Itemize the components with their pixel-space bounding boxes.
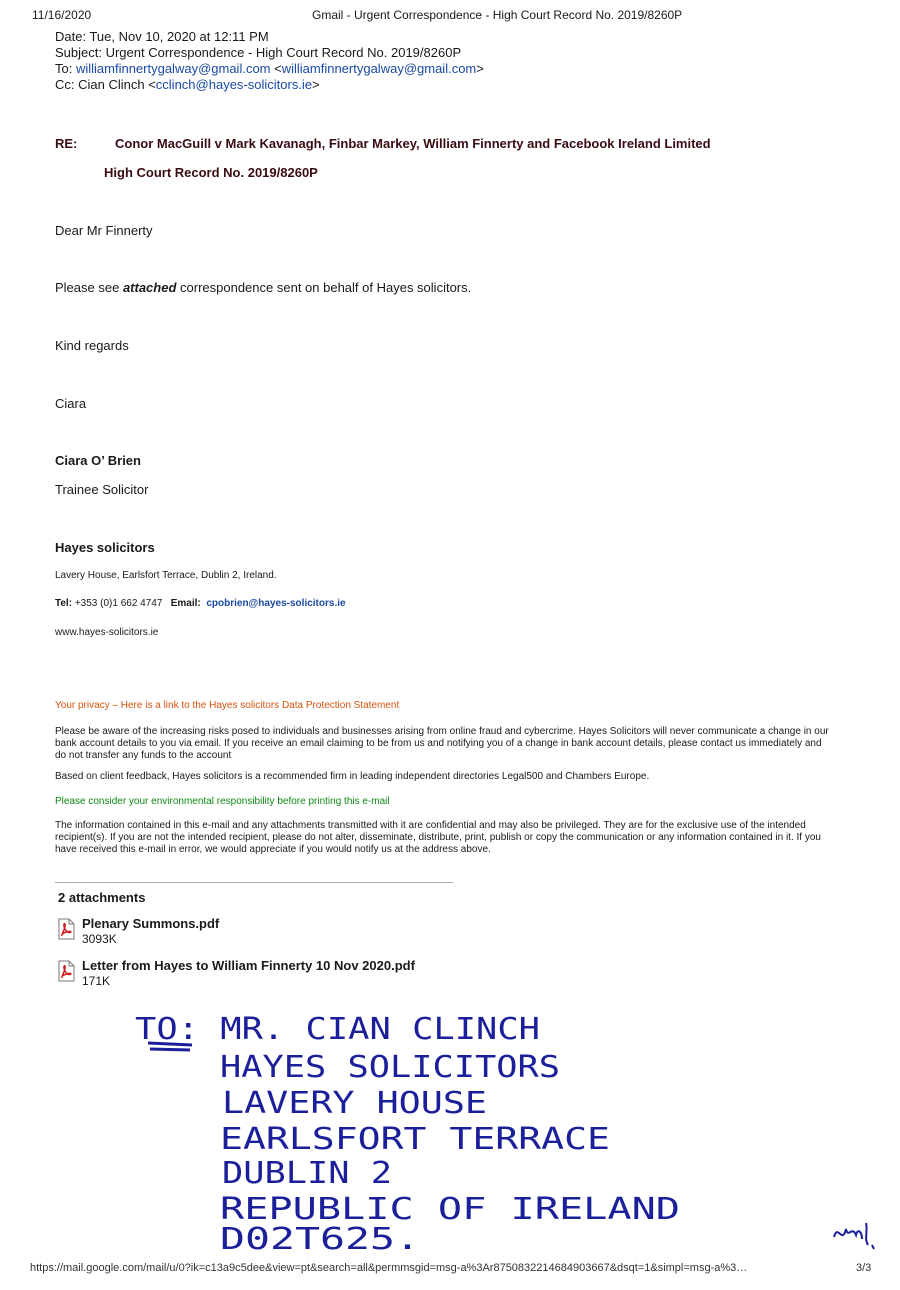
attachment-size: 3093K	[82, 932, 117, 946]
sig-email-link[interactable]: cpobrien@hayes-solicitors.ie	[206, 598, 346, 609]
hand-line-5: DUBLIN 2	[222, 1156, 392, 1191]
body-line-pre: Please see	[55, 280, 123, 295]
email-cc	[55, 77, 320, 93]
to-label: To:	[55, 61, 76, 76]
tel-value: +353 (0)1 662 4747	[72, 598, 163, 609]
handwritten-address	[130, 1005, 830, 1255]
sig-name: Ciara O’ Brien	[55, 453, 141, 468]
pdf-icon	[56, 918, 76, 940]
cc-close: >	[312, 77, 320, 92]
first-name: Ciara	[55, 396, 87, 411]
fraud-notice: Please be aware of the increasing risks posed to individuals and businesses arising from online fraud and cybercrime. Hayes Solicitors will never communicate a change in our bank account details to you via email. If you receive an email claiming to be from us and notifying you of a change in bank account details, please contact us immediately and do not transfer any funds to the account	[55, 726, 829, 761]
confidential-notice: The information contained in this e-mail and any attachments transmitted with it are confidential and may also be privileged. They are for the exclusive use of the intended recipient(s). If you are not the intended recipient, please do not alter, disseminate, distribute, print, publish or copy the communication or any information contained in it. If you have received this e-mail in error, we would appreciate if you would notify us at the address above.	[55, 820, 821, 855]
to-name-link[interactable]: williamfinnertygalway@gmail.com	[75, 61, 271, 76]
to-open: <	[270, 61, 282, 76]
re-label: RE:	[55, 136, 78, 151]
cc-email-link[interactable]: cclinch@hayes-solicitors.ie	[155, 77, 313, 92]
environment-notice: Please consider your environmental responsibility before printing this e-mail	[55, 796, 390, 807]
print-title: Gmail - Urgent Correspondence - High Court Record No. 2019/8260P	[312, 8, 683, 22]
email-to	[55, 61, 484, 77]
attachments-divider	[55, 882, 453, 883]
initials-signature	[828, 1215, 888, 1255]
cc-label: Cc: Cian Clinch <	[55, 77, 156, 92]
attachment-name[interactable]: Plenary Summons.pdf	[82, 916, 220, 931]
body-line	[55, 280, 471, 295]
re-record: High Court Record No. 2019/8260P	[104, 165, 318, 180]
to-close: >	[476, 61, 484, 76]
attachment-name[interactable]: Letter from Hayes to William Finnerty 10 Nov 2020.pdf	[82, 958, 415, 973]
sig-firm: Hayes solicitors	[55, 540, 155, 555]
hand-line-4: EARLSFORT TERRACE	[220, 1122, 610, 1157]
hand-line-6: REPUBLIC OF IRELAND	[220, 1192, 680, 1227]
attachments-title: 2 attachments	[58, 890, 146, 905]
body-line-post: correspondence sent on behalf of Hayes solicitors.	[176, 280, 472, 295]
re-parties: Conor MacGuill v Mark Kavanagh, Finbar Markey, William Finnerty and Facebook Ireland Limited	[115, 136, 711, 151]
sig-contact	[55, 598, 346, 609]
print-footer-page: 3/3	[856, 1262, 872, 1274]
email-date: Date: Tue, Nov 10, 2020 at 12:11 PM	[55, 29, 269, 44]
sig-address: Lavery House, Earlsfort Terrace, Dublin 2, Ireland.	[55, 570, 277, 581]
pdf-icon	[56, 960, 76, 982]
greeting: Dear Mr Finnerty	[55, 223, 153, 238]
body-line-emphasis: attached	[122, 280, 177, 295]
attachment-size: 171K	[82, 974, 111, 988]
to-email-link[interactable]: williamfinnertygalway@gmail.com	[281, 61, 477, 76]
feedback-notice: Based on client feedback, Hayes solicitors is a recommended firm in leading independent directories Legal500 and Chambers Europe.	[55, 771, 650, 782]
sig-role: Trainee Solicitor	[55, 482, 149, 497]
hand-line-7: D02T625.	[220, 1222, 420, 1255]
email-label: Email:	[170, 598, 201, 609]
email-subject: Subject: Urgent Correspondence - High Court Record No. 2019/8260P	[55, 45, 462, 60]
hand-line-2: HAYES SOLICITORS	[220, 1050, 560, 1085]
hand-line-3: LAVERY HOUSE	[222, 1086, 487, 1121]
print-footer-url: https://mail.google.com/mail/u/0?ik=c13a9c5dee&view=pt&search=all&permmsgid=msg-a%3Ar8750832214684903667&dsqt=1&simpl=msg-a%3…	[30, 1262, 748, 1274]
privacy-link[interactable]: Your privacy – Here is a link to the Hayes solicitors Data Protection Statement	[55, 700, 400, 711]
website-link[interactable]: www.hayes-solicitors.ie	[55, 627, 159, 638]
hand-line-1: TO: MR. CIAN CLINCH	[135, 1012, 540, 1047]
regards: Kind regards	[55, 338, 129, 353]
tel-label: Tel:	[55, 598, 73, 609]
print-date: 11/16/2020	[32, 8, 92, 22]
